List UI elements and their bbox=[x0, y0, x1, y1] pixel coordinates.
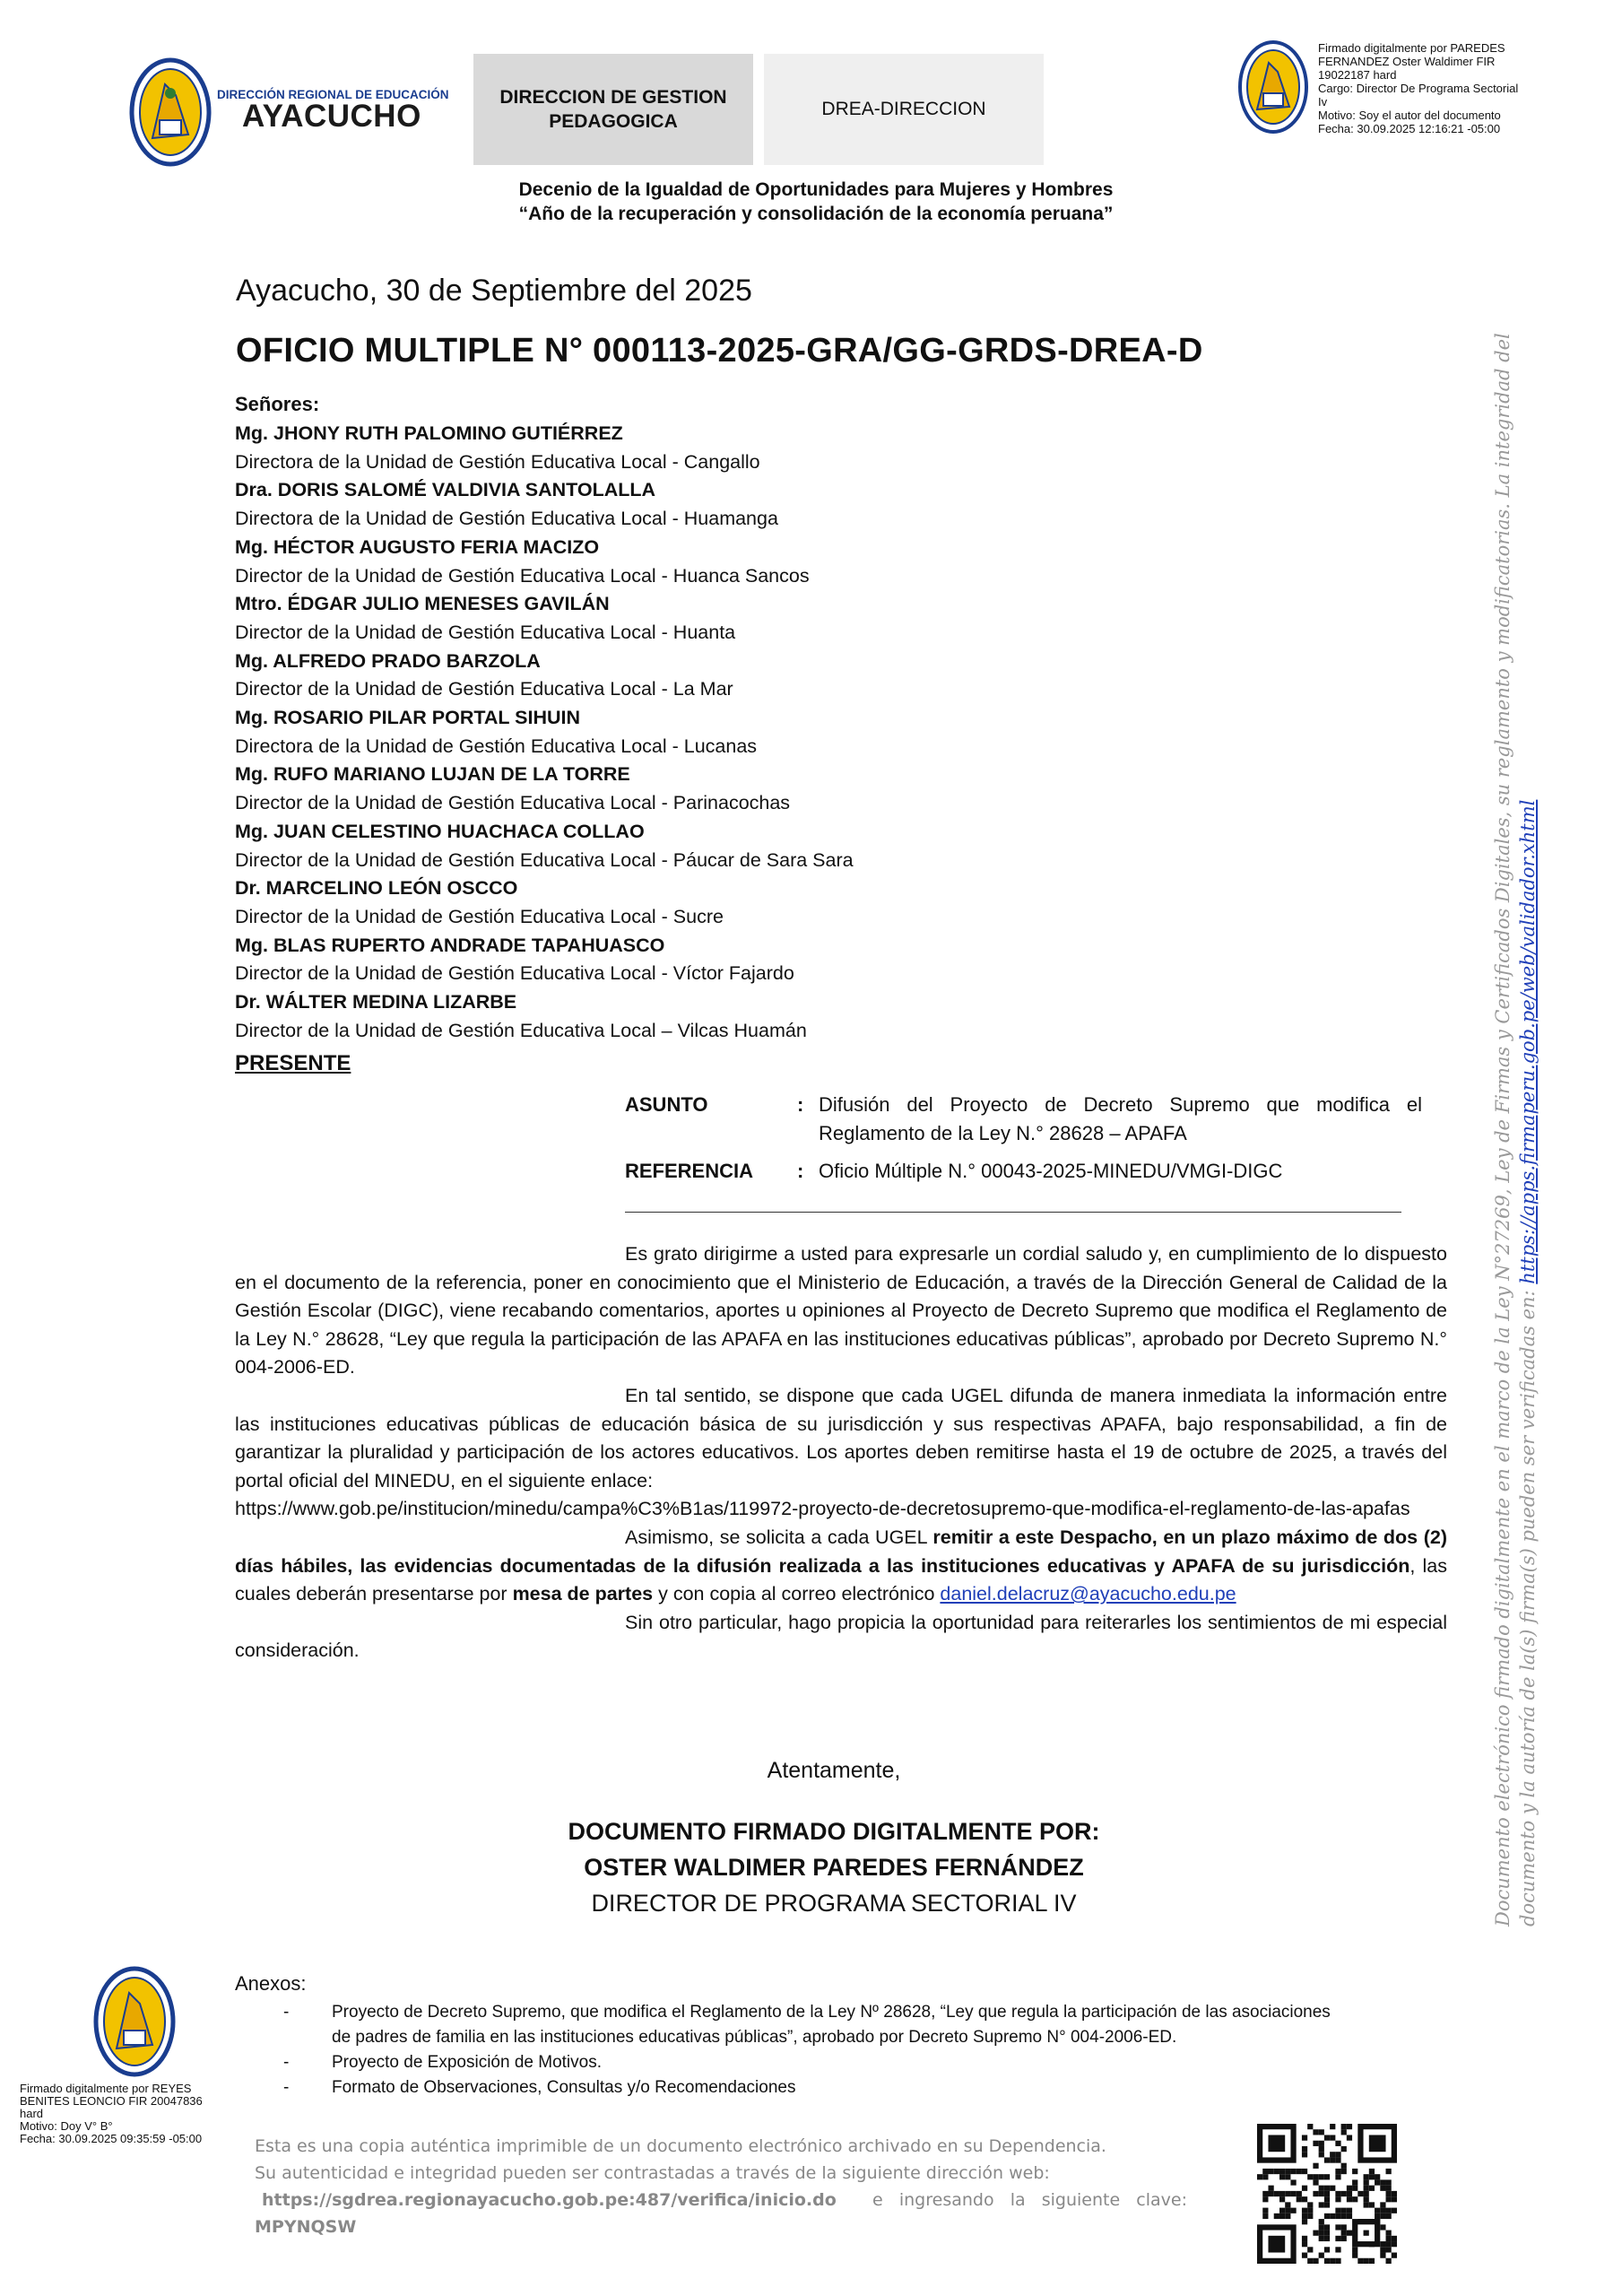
list-item bbox=[283, 2075, 1449, 2100]
recipient-position: Directora de la Unidad de Gestión Educativa Local - Huamanga bbox=[235, 508, 778, 530]
recipient-name: Mg. BLAS RUPERTO ANDRADE TAPAHUASCO bbox=[235, 934, 665, 956]
recipient-name: Mg. RUFO MARIANO LUJAN DE LA TORRE bbox=[235, 763, 630, 786]
recipient-position: Director de la Unidad de Gestión Educativa Local - Víctor Fajardo bbox=[235, 962, 794, 985]
recipient-position: Director de la Unidad de Gestión Educativa Local - Páucar de Sara Sara bbox=[235, 848, 854, 871]
referencia-colon: : bbox=[797, 1160, 804, 1182]
asunto-text bbox=[819, 1091, 1422, 1148]
header-logo bbox=[129, 57, 470, 170]
closing: Atentamente, bbox=[767, 1758, 901, 1783]
footer-line1: Esta es una copia auténtica imprimible de un documento electrónico archivado en su Dependencia. bbox=[255, 2136, 1106, 2156]
paragraph-4-text: Sin otro particular, hago propicia la oportunidad para reiterarles los sentimientos de mi especial consideración. bbox=[235, 1611, 1447, 1662]
verification-url[interactable]: https://sgdrea.regionayacucho.gob.pe:487/verifica/inicio.do bbox=[262, 2190, 837, 2210]
bottom-digital-signature bbox=[20, 2083, 203, 2145]
paragraph-3-intro: Asimismo, se solicita a cada UGEL bbox=[625, 1526, 933, 1548]
signature-line: BENITES LEONCIO FIR 20047836 bbox=[20, 2094, 203, 2108]
paragraph-2 bbox=[235, 1382, 1447, 1495]
signature-line: Cargo: Director De Programa Sectorial bbox=[1318, 82, 1519, 95]
recipient-position: Director de la Unidad de Gestión Educativa Local - Huanta bbox=[235, 621, 736, 643]
anexo-3-line1: Formato de Observaciones, Consultas y/o Recomendaciones bbox=[332, 2078, 796, 2097]
vertical-line2 bbox=[1515, 333, 1540, 1926]
recipient-position: Director de la Unidad de Gestión Educativa Local - Huanca Sancos bbox=[235, 564, 810, 587]
paragraph-3 bbox=[235, 1524, 1447, 1609]
document-date: Ayacucho, 30 de Septiembre del 2025 bbox=[236, 274, 752, 308]
signature-line: 19022187 hard bbox=[1318, 68, 1397, 82]
recipient-position: Directora de la Unidad de Gestión Educativa Local - Cangallo bbox=[235, 450, 760, 473]
referencia-text: Oficio Múltiple N.° 00043-2025-MINEDU/VMGI-DIGC bbox=[819, 1160, 1283, 1182]
asunto-line2: Reglamento de la Ley N.° 28628 – APAFA bbox=[819, 1122, 1187, 1144]
vertical-line2-text: documento y la autoría de la(s) firma(s) pueden ser verificadas en: bbox=[1517, 1283, 1539, 1926]
recipient-name: Mg. ROSARIO PILAR PORTAL SIHUIN bbox=[235, 707, 581, 729]
firmaperu-validator-link[interactable]: https://apps.firmaperu.gob.pe/web/validador.xhtml bbox=[1517, 799, 1539, 1284]
qr-code-icon bbox=[1257, 2124, 1397, 2264]
signature-title: DOCUMENTO FIRMADO DIGITALMENTE POR: bbox=[568, 1818, 1100, 1845]
paragraph-3-mid: , las cuales deberán presentarse por bbox=[235, 1554, 1447, 1605]
region-seal-icon bbox=[129, 57, 212, 167]
footer-line3 bbox=[255, 2187, 1187, 2213]
footer-line3-rest: e ingresando la siguiente clave: bbox=[872, 2190, 1187, 2210]
recipient-name: Dr. MARCELINO LEÓN OSCCO bbox=[235, 877, 518, 900]
minedu-campaign-url: https://www.gob.pe/institucion/minedu/campa%C3%B1as/119972-proyecto-de-decretosupremo-que-modifica-el-reglamento-de-las-apafas bbox=[235, 1498, 1410, 1520]
recipient-name: Mg. JUAN CELESTINO HUACHACA COLLAO bbox=[235, 820, 645, 842]
paragraph-2-text: En tal sentido, se dispone que cada UGEL difunda de manera inmediata la información entre las instituciones educativas públicas de educación básica de su jurisdicción y sus respectivas APAFA, bajo responsabilidad, a fin de garantizar la pluralidad y participación de los actores educativos. Los aportes deben remitirse hasta el 19 de octubre de 2025, a través del portal oficial del MINEDU, en el siguiente enlace: bbox=[235, 1384, 1447, 1492]
recipient-name: Mg. ALFREDO PRADO BARZOLA bbox=[235, 649, 541, 672]
signature-line: Fecha: 30.09.2025 09:35:59 -05:00 bbox=[20, 2132, 203, 2145]
verification-footer bbox=[255, 2133, 1187, 2240]
recipient-position: Director de la Unidad de Gestión Educativa Local - Parinacochas bbox=[235, 792, 791, 814]
presente-label: PRESENTE bbox=[235, 1051, 351, 1075]
recipient-name: Mtro. ÉDGAR JULIO MENESES GAVILÁN bbox=[235, 593, 610, 615]
paragraph-1-text: Es grato dirigirme a usted para expresarle un cordial saludo y, en cumplimiento de lo dispuesto en el documento de la referencia, poner en conocimiento que el Ministerio de Educación, a través de la Dirección General de Calidad de la Gestión Escolar (DIGC), viene recabando comentarios, aportes u opiniones al Proyecto de Decreto Supremo que modifica el Reglamento de la Ley N.° 28628, “Ley que regula la participación de las APAFA en las instituciones educativas públicas”, aprobado por Decreto Supremo N.° 004-2006-ED. bbox=[235, 1243, 1447, 1378]
recipient-position: Director de la Unidad de Gestión Educativa Local - Sucre bbox=[235, 905, 724, 927]
bullet: - bbox=[283, 2003, 290, 2022]
anexos-list bbox=[283, 2000, 1449, 2100]
department-line1: DIRECCION DE GESTION bbox=[499, 87, 727, 108]
paragraph-2-url-block bbox=[235, 1495, 1447, 1524]
referencia-label: REFERENCIA bbox=[625, 1160, 754, 1182]
footer-line2: Su autenticidad e integridad pueden ser contrastadas a través de la siguiente dirección web: bbox=[255, 2163, 1050, 2183]
org-name-line2: AYACUCHO bbox=[242, 99, 421, 134]
asunto-colon: : bbox=[797, 1093, 804, 1116]
recipient-name: Mg. JHONY RUTH PALOMINO GUTIÉRREZ bbox=[235, 422, 623, 444]
decenio-heading bbox=[430, 178, 1201, 226]
office-box: DREA-DIRECCION bbox=[764, 54, 1044, 165]
signature-seal-icon bbox=[1237, 39, 1309, 135]
signature-line: Firmado digitalmente por REYES bbox=[20, 2082, 192, 2095]
recipient-name: Mg. HÉCTOR AUGUSTO FERIA MACIZO bbox=[235, 535, 600, 558]
recipient-position: Director de la Unidad de Gestión Educativa Local – Vilcas Huamán bbox=[235, 1019, 807, 1041]
decenio-line2: “Año de la recuperación y consolidación de la economía peruana” bbox=[518, 204, 1114, 224]
decenio-line1: Decenio de la Igualdad de Oportunidades para Mujeres y Hombres bbox=[518, 179, 1114, 200]
letter-body bbox=[235, 1240, 1447, 1665]
org-name-line1: DIRECCIÓN REGIONAL DE EDUCACIÓN bbox=[217, 88, 449, 101]
bullet: - bbox=[283, 2078, 290, 2097]
recipient-position: Director de la Unidad de Gestión Educativa Local - La Mar bbox=[235, 678, 733, 700]
signer-name: OSTER WALDIMER PAREDES FERNÁNDEZ bbox=[584, 1854, 1084, 1881]
verification-code: MPYNQSW bbox=[255, 2217, 357, 2237]
subject-divider bbox=[625, 1212, 1401, 1213]
bullet: - bbox=[283, 2053, 290, 2072]
signature-line: Fecha: 30.09.2025 12:16:21 -05:00 bbox=[1318, 122, 1501, 135]
mesa-de-partes: mesa de partes bbox=[512, 1583, 654, 1605]
recipient-position: Directora de la Unidad de Gestión Educativa Local - Lucanas bbox=[235, 735, 758, 757]
paragraph-4 bbox=[235, 1609, 1447, 1665]
vertical-legal-notice bbox=[1490, 333, 1540, 1926]
asunto-label: ASUNTO bbox=[625, 1093, 708, 1116]
oficio-number: OFICIO MULTIPLE N° 000113-2025-GRA/GG-GRDS-DREA-D bbox=[236, 332, 1203, 370]
recipients-heading: Señores: bbox=[235, 393, 320, 415]
asunto-line1: Difusión del Proyecto de Decreto Supremo que modifica el bbox=[819, 1093, 1422, 1116]
signer-position: DIRECTOR DE PROGRAMA SECTORIAL IV bbox=[591, 1890, 1077, 1917]
visto-bueno-seal-icon bbox=[93, 1966, 176, 2077]
paragraph-3-emphasis: remitir a este Despacho, en un plazo máximo de dos (2) días hábiles, las evidencias documentadas de la difusión realizada a las instituciones educativas y APAFA de su jurisdicción bbox=[235, 1526, 1447, 1577]
digital-signature-info bbox=[1318, 41, 1518, 135]
signature-line: Iv bbox=[1318, 95, 1328, 109]
recipient-name: Dra. DORIS SALOMÉ VALDIVIA SANTOLALLA bbox=[235, 479, 656, 501]
recipients-list bbox=[235, 420, 1042, 1045]
paragraph-3-end: y con copia al correo electrónico bbox=[653, 1583, 941, 1605]
signature-block bbox=[386, 1813, 1282, 1921]
department-line2: PEDAGOGICA bbox=[549, 111, 678, 132]
anexos-label: Anexos: bbox=[235, 1972, 307, 1995]
signature-line: Motivo: Soy el autor del documento bbox=[1318, 109, 1501, 122]
anexo-2-line1: Proyecto de Exposición de Motivos. bbox=[332, 2053, 602, 2072]
contact-email-link[interactable]: daniel.delacruz@ayacucho.edu.pe bbox=[940, 1583, 1236, 1605]
department-box bbox=[473, 54, 753, 165]
signature-line: FERNANDEZ Oster Waldimer FIR bbox=[1318, 55, 1496, 68]
list-item bbox=[283, 2000, 1449, 2050]
paragraph-1 bbox=[235, 1240, 1447, 1382]
signature-line: Motivo: Doy V° B° bbox=[20, 2119, 113, 2133]
list-item bbox=[283, 2050, 1449, 2075]
anexo-1-line2: de padres de familia en las instituciones educativas públicas”, aprobado por Decreto Supremo N° 004-2006-ED. bbox=[332, 2028, 1177, 2047]
signature-line: Firmado digitalmente por PAREDES bbox=[1318, 41, 1505, 55]
signature-line: hard bbox=[20, 2107, 44, 2120]
anexo-1-line1: Proyecto de Decreto Supremo, que modifica el Reglamento de la Ley Nº 28628, “Ley que regula la participación de las asociaciones bbox=[332, 2003, 1331, 2022]
recipient-name: Dr. WÁLTER MEDINA LIZARBE bbox=[235, 991, 517, 1013]
vertical-line1: Documento electrónico firmado digitalmente en el marco de la Ley N°27269, Ley de Firmas y Certificados Digitales, su reglamento y modificatorias. La integridad del bbox=[1492, 333, 1514, 1926]
